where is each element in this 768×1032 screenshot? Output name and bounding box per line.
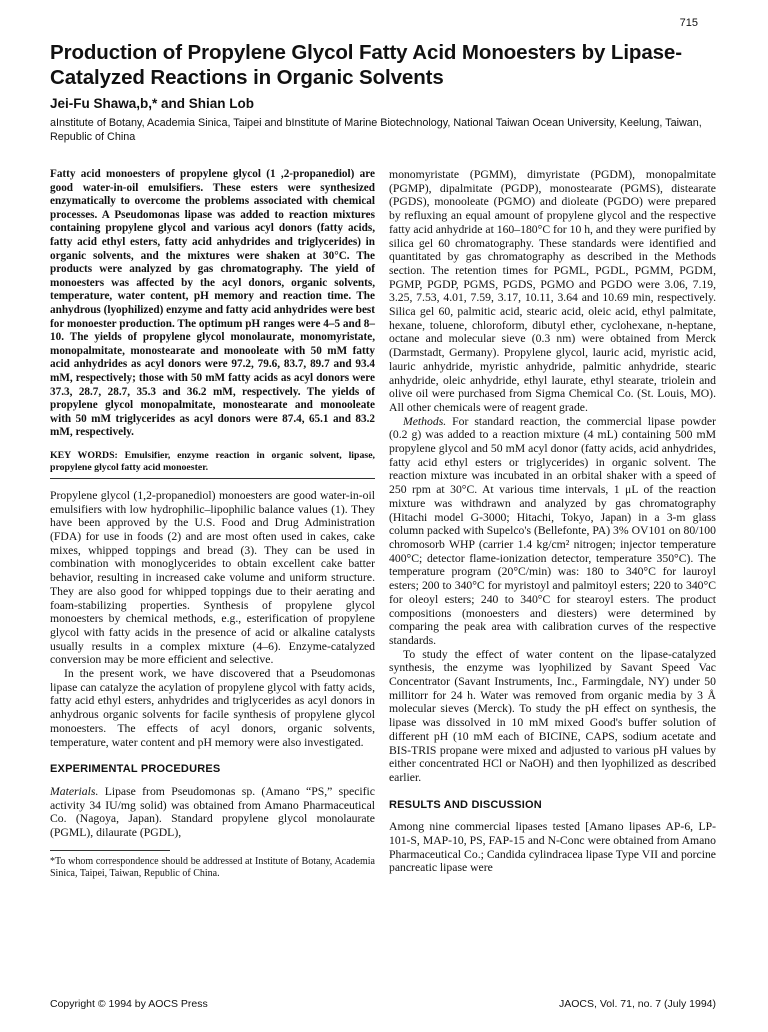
copyright-line: Copyright © 1994 by AOCS Press <box>50 998 208 1010</box>
footnote-divider <box>50 850 170 851</box>
intro-paragraph-1: Propylene glycol (1,2-propanediol) monoesters are good water-in-oil emulsifiers with low hydrophilic–lipophilic balance values (1). They have been approved by the U.S. Food and Drug Administration (FDA) for use in foods (2) and are most often used in cakes, cake mixes, whipped toppings and bread (3). They can be used in combination with monoglycerides to obtain excellent cake batter behavior, resulting in increased cake volume and uniform structure. They are also good for whipped toppings due to their aerating and foam-stabilizing properties. Synthesis of propylene glycol monoesters by chemical methods, e.g., esterification of propylene glycol with fatty acids in the presence of acid or alkaline catalysts usually results in a complex mixture (4–6). Enzyme-catalyzed conversion may be more efficient and selective. <box>50 488 375 667</box>
materials-continued: monomyristate (PGMM), dimyristate (PGDM), monopalmitate (PGMP), dipalmitate (PGDP), monostearate (PGMS), distearate (PGDS), monooleate (PGMO) and dioleate (PGDO) were prepared by refluxing an equal amount of propylene glycol and the respective fatty acid anhydride at 160–180°C for 10 h, and they were purified by silica gel 60 chromatography. These standards were identified and quantitated by gas chromatography as described in the Methods section. The retention times for PGML, PGDL, PGMM, PGDM, PGMP, PGDP, PGMS, PGDS, PGMO and PGDO were 3.06, 7.19, 3.25, 7.53, 4.01, 7.59, 3.17, 10.11, 3.64 and 10.69 min, respectively. Silica gel 60, palmitic acid, stearic acid, oleic acid, ethyl palmitate, hexane, toluene, chloroform, dibutyl ether, cyclohexane, n-heptane, octane and molecular sieve (0.3 nm) were obtained from Merck (Darmstadt, Germany). Propylene glycol, lauric acid, myristic acid, lauric anhydride, myristic anhydride, palmitic anhydride, stearic anhydride, oleic anhydride, ethyl laurate, ethyl stearate, triolein and olive oil were purchased from Sigma Chemical Co. (St. Louis, MO). All other chemicals were of reagent grade. <box>389 168 716 414</box>
keywords: KEY WORDS: Emulsifier, enzyme reaction in organic solvent, lipase, propylene glycol fatty acid monoester. <box>50 449 375 473</box>
intro-paragraph-2: In the present work, we have discovered that a Pseudomonas lipase can catalyze the acylation of propylene glycol with fatty acids, fatty acid ethyl esters, anhydrides and triglycerides as acyl donors in anhydrous organic solvents for facile synthesis of propylene glycol monoesters. The effects of acyl donors, organic solvents, temperature, water content and pH memory were also investigated. <box>50 667 375 749</box>
materials-label: Materials. <box>50 784 99 798</box>
correspondence-footnote: *To whom correspondence should be addressed at Institute of Botany, Academia Sinica, Taipei, Taiwan, Republic of China. <box>50 855 375 880</box>
abstract: Fatty acid monoesters of propylene glycol (1 ,2-propanediol) are good water-in-oil emulsifiers. These esters were synthesized enzymatically to overcome the problems associated with chemical processes. A Pseudomonas lipase was added to reaction mixtures containing propylene glycol and various acyl donors (fatty acids, fatty acid ethyl esters, fatty acid anhydrides and triglycerides) in organic solvents, and the mixtures were shaken at 30°C. The products were analyzed by gas chromatography. The yield of monoesters was affected by the acyl donors, organic solvents, temperature, water content, pH memory and reaction time. The anhydrous (lyophilized) enzyme and fatty acid anhydrides were best for monoester production. The optimum pH ranges were 4–5 and 8–10. The yields of propylene glycol monolaurate, monomyristate, monopalmitate, monostearate and monooleate with 50 mM fatty acid anhydrides as acyl donors were 97.2, 79.6, 83.7, 89.7 and 93.4 mM, respectively; those with 50 mM fatty acids as acyl donors were 37.3, 28.7, 28.7, 35.3 and 36.2 mM, respectively. The yields of propylene glycol monopalmitate, monostearate and monooleate with 50 mM triglycerides as acyl donors were 87.4, 65.1 and 83.2 mM, respectively. <box>50 168 375 439</box>
materials-paragraph <box>50 785 375 840</box>
water-content-paragraph: To study the effect of water content on the lipase-catalyzed synthesis, the enzyme was lyophilized by Savant Speed Vac Concentrator (Savant Instruments, Inc., Farmingdale, NY) under 50 millitorr for 24 h. Water was removed from organic media by 3 Å molecular sieves (Merck). To study the pH effect on synthesis, the lipase was dissolved in 10 mM mixed Good's buffer solution of different pH (10 mM each of BICINE, CAPS, sodium acetate and BIS-TRIS propane were mixed and adjusted to various pH values by either concentrated HCl or NaOH) and then lyophilized as described earlier. <box>389 647 716 784</box>
materials-text: Lipase from Pseudomonas sp. (Amano “PS,” specific activity 34 IU/mg solid) was obtained from Amano Pharmaceutical Co. (Nagoya, Japan). Standard propylene glycol monolaurate (PGML), dilaurate (PGDL), <box>50 784 375 840</box>
methods-label: Methods. <box>403 414 447 428</box>
article-title: Production of Propylene Glycol Fatty Acid Monoesters by Lipase-Catalyzed Reactions in Organic Solvents <box>50 41 682 89</box>
methods-text: For standard reaction, the commercial lipase powder (0.2 g) was added to a reaction mixture (4 mL) containing 500 mM propylene glycol and 50 mM acyl donor (fatty acids, acid anhydrides, fatty acid ethyl esters or triglycerides) in organic solvent. The reaction mixture was incubated in an orbital shaker with a speed of 250 rpm at 30°C. At various time intervals, 1 μL of the reaction mixture was withdrawn and analyzed by gas chromatography (Hitachi model G-3000; Hitachi, Tokyo, Japan) in a 3-m glass column packed with Supelco's (Bellefonte, PA) 3% OV101 on 80/100 chromosorb WHP (carrier 1.4 kg/cm² nitrogen; injector temperature 400°C; detector flame-ionization detector, temperature 350°C). The temperature program (20°C/min) was: 180 to 340°C for lauroyl esters; 200 to 340°C for myristoyl and palmitoyl esters; 220 to 340°C for oleoyl esters; 240 to 340°C for stearoyl esters. The product compositions (monoesters and diesters) were determined by comparing the peak area with calibration curves of the respective standards. <box>389 414 716 647</box>
left-column <box>50 168 375 881</box>
page-number: 715 <box>679 17 698 29</box>
section-heading-experimental: EXPERIMENTAL PROCEDURES <box>50 763 221 776</box>
methods-paragraph <box>389 415 716 648</box>
right-column <box>389 168 716 875</box>
keywords-divider <box>50 478 375 479</box>
results-paragraph: Among nine commercial lipases tested [Amano lipases AP-6, LP-101-S, MAP-10, PS, FAP-15 and N-Conc were obtained from Amano Pharmaceutical Co.; Candida cylindracea lipase Type VII and porcine pancreatic lipase were <box>389 820 716 875</box>
section-heading-results: RESULTS AND DISCUSSION <box>389 798 542 811</box>
article-affiliations: aInstitute of Botany, Academia Sinica, Taipei and bInstitute of Marine Biotechnology, National Taiwan Ocean University, Keelung, Taiwan, Republic of China <box>50 117 702 143</box>
article-authors: Jei-Fu Shawa,b,* and Shian Lob <box>50 96 255 111</box>
journal-citation: JAOCS, Vol. 71, no. 7 (July 1994) <box>559 998 716 1010</box>
